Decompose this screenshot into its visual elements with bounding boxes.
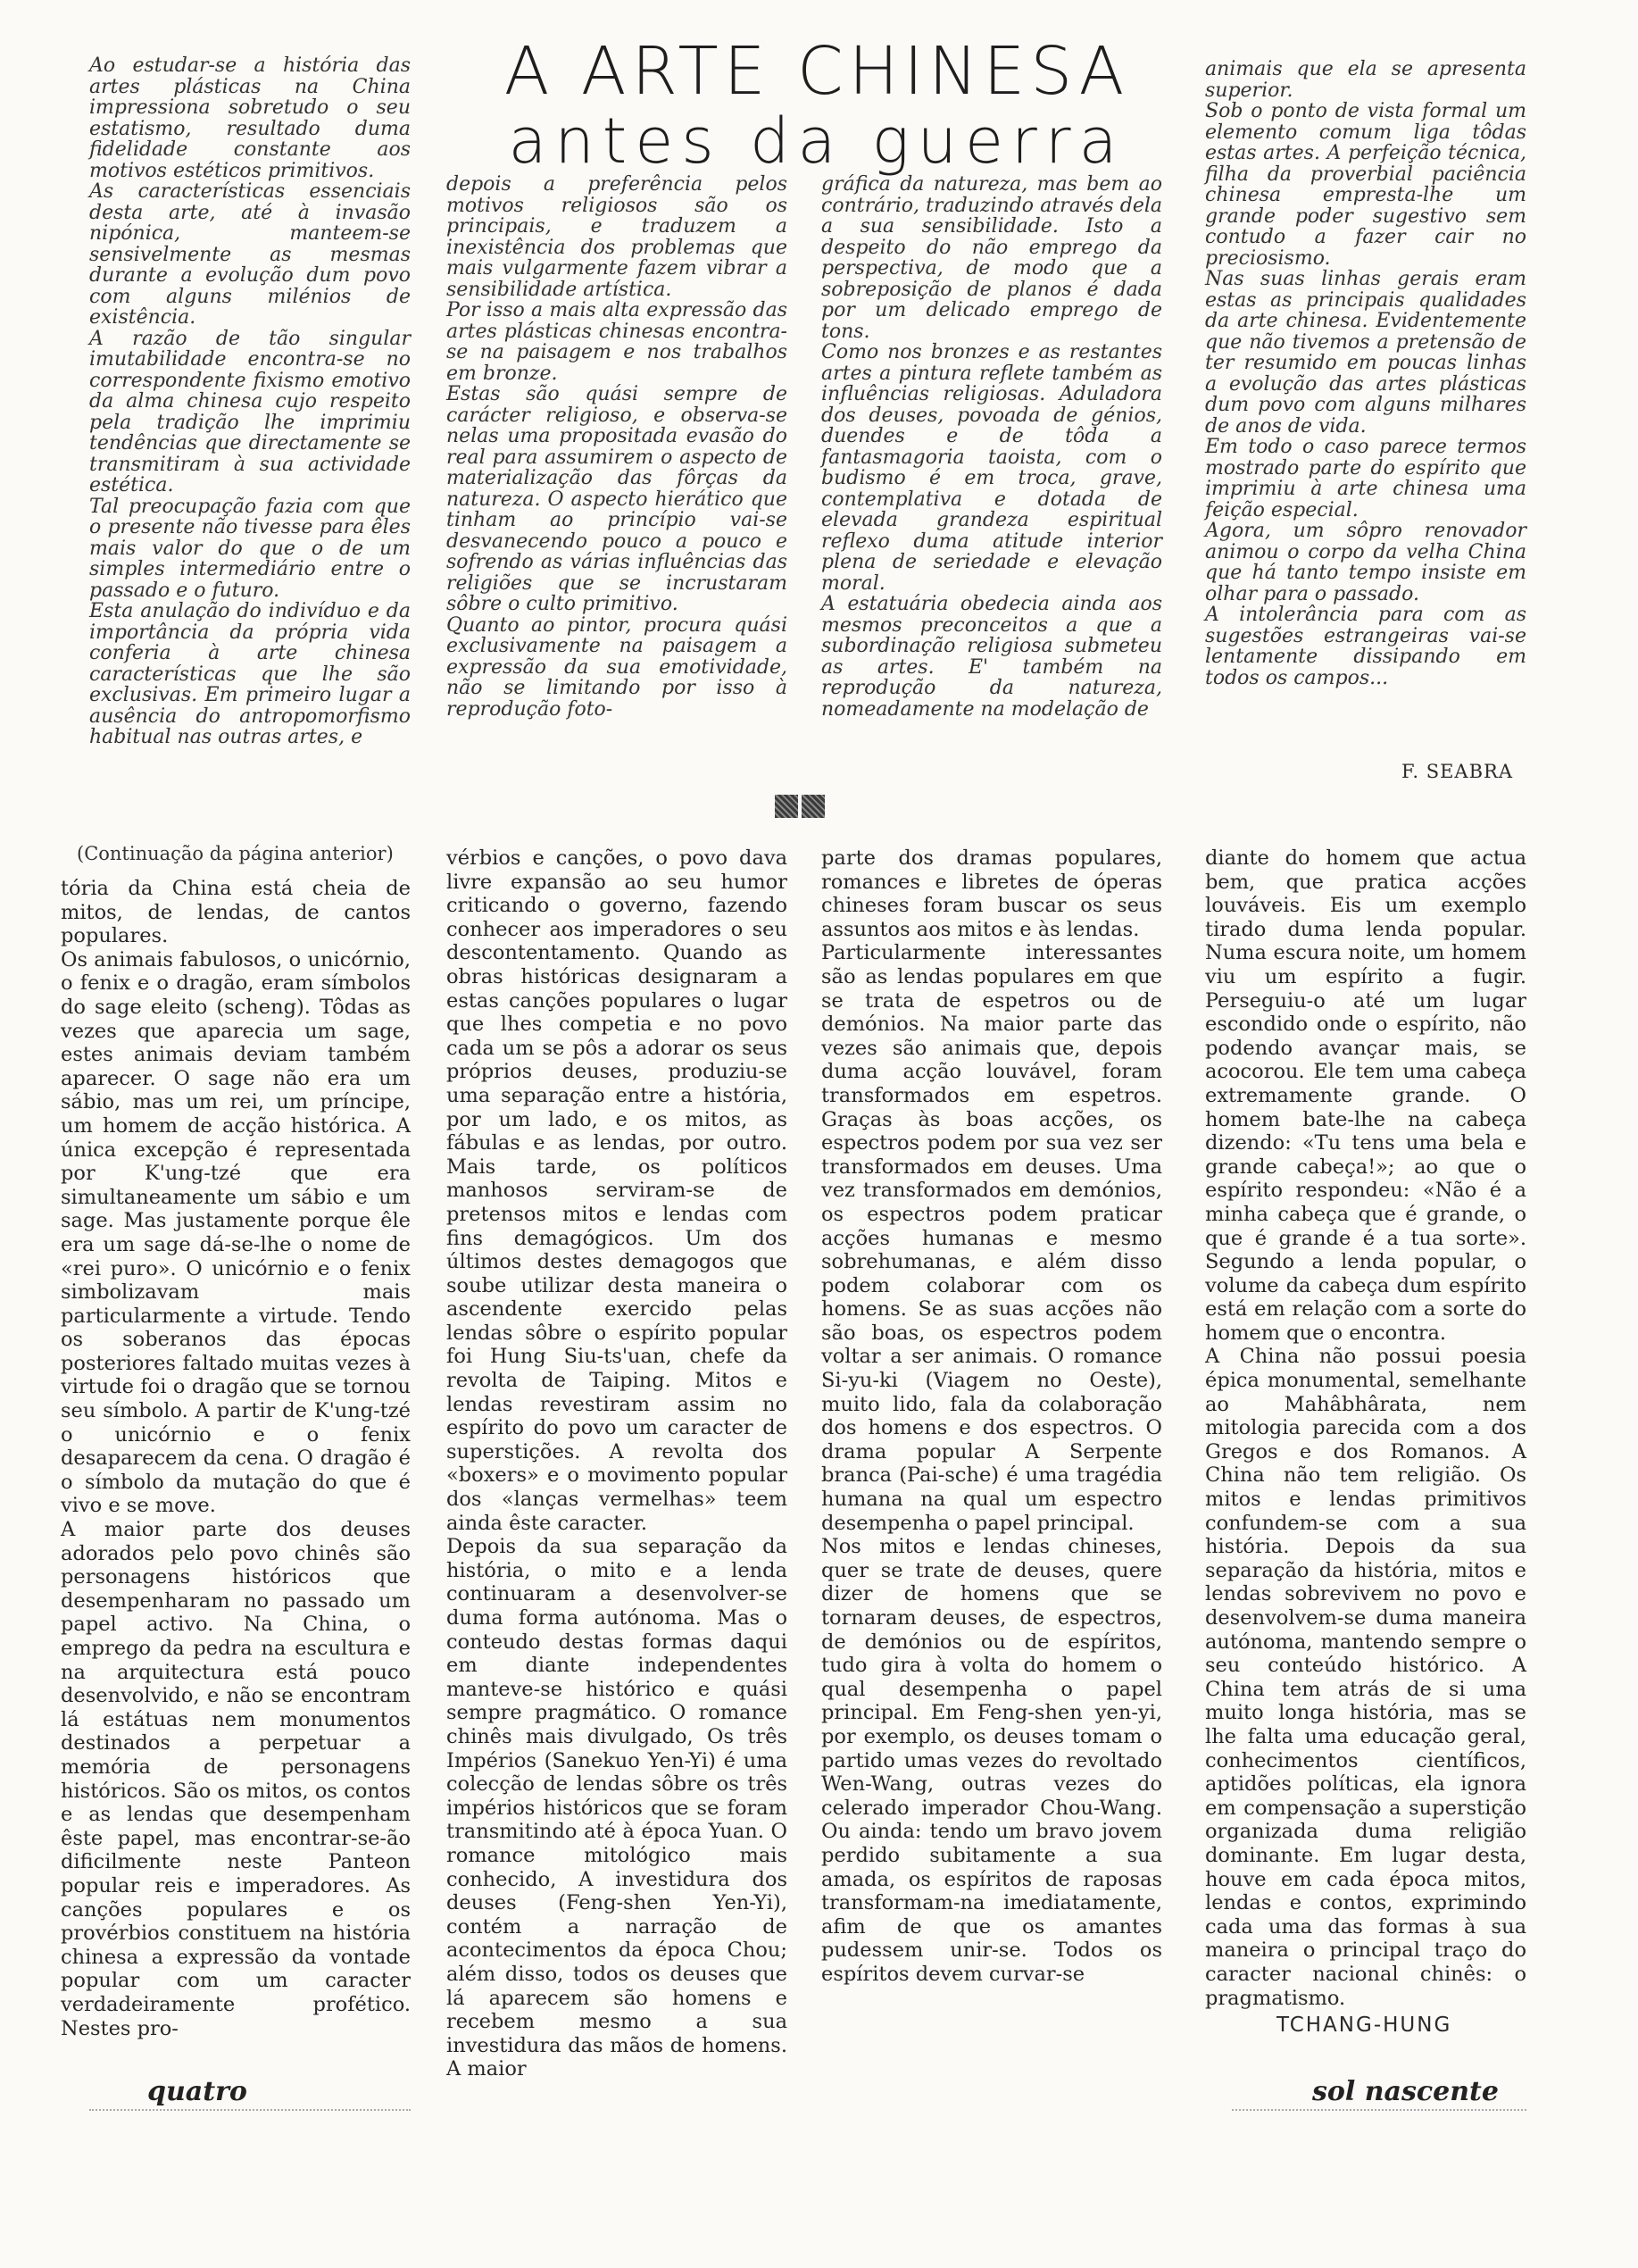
footer-rule-left [89, 2109, 411, 2111]
article-column-2: depois a preferência pelos motivos religiosos são os principais, e traduzem a inexistência dos problemas que mais vulgarmente fazem vibrar a sensibilidade artística. Por isso a mais alta expressão das artes plásticas chinesas encontra-se na paisagem e nos trabalhos em bronze. Estas são quási sempre de carácter religioso, e observa-se nelas uma propositada evasão do real para assumirem o aspecto de materialização das fôrças da natureza. O aspecto hierático que tinham ao princípio vai-se desvanecendo pouco a pouco e sofrendo as várias influências das religiões que se incrustaram sôbre o culto primitivo. Quanto ao pintor, procura quási exclusivamente na paisagem a expressão da sua emotividade, não se limitando por isso à reprodução foto- [446, 173, 787, 721]
ornament-divider [775, 795, 825, 818]
continuation-column-2: vérbios e canções, o povo dava livre expansão ao seu humor criticando o governo, fazendo conhecer aos imperadores o seu descontentamento. Quando as obras históricas designaram a estas canções populares o lugar que lhes competia e no povo cada um se pôs a adorar os seus próprios deuses, produziu-se uma separação entre a história, por um lado, e os mitos, as fábulas e as lendas, por outro. Mais tarde, os políticos manhosos serviram-se de pretensos mitos e lendas com fins demagógicos. Um dos últimos destes demagogos que soube utilizar desta maneira o ascendente exercido pelas lendas sôbre o espírito popular foi Hung Siu-ts'uan, chefe da revolta de Taiping. Mitos e lendas revestiram assim no espírito do povo um caracter de superstições. A revolta dos «boxers» e o movimento popular dos «lanças vermelhas» teem ainda êste caracter. Depois da sua separação da história, o mito e a lenda continuaram a desenvolver-se duma forma autónoma. Mas o conteudo destas formas daqui em diante independentes manteve-se histórico e quási sempre pragmático. O romance chinês mais divulgado, Os três Impérios (Sanekuo Yen-Yi) é uma colecção de lendas sôbre os três impérios históricos que se foram transmitindo até à época Yuan. O romance mitológico mais conhecido, A investidura dos deuses (Feng-shen Yen-Yi), contém a narração de acontecimentos da época Chou; além disso, todos os deuses que lá aparecem são homens e recebem mesmo a sua investidura das mãos de homens. A maior [446, 846, 787, 2081]
title-line-1: A ARTE CHINESA [503, 33, 1130, 110]
page-number-footer: quatro [147, 2076, 247, 2107]
continuation-column-4: diante do homem que actua bem, que pratica acções louváveis. Eis um exemplo tirado duma lenda popular. Numa escura noite, um homem viu um espírito a fugir. Perseguiu-o até um lugar escondido onde o espírito, não podendo avançar mais, se acocorou. Ele tem uma cabeça extremamente grande. O homem bate-lhe na cabeça dizendo: «Tu tens uma bela e grande cabeça!»; ao que o espírito respondeu: «Não é a minha cabeça que é grande, o que é grande é a tua sorte». Segundo a lenda popular, o volume da cabeça dum espírito está em relação com a sorte do homem que o encontra. A China não possui poesia épica monumental, semelhante ao Mahâbhârata, nem mitologia parecida com a dos Gregos e dos Romanos. A China não tem religião. Os mitos e lendas primitivos confundem-se com a sua história. Depois da sua separação da história, mitos e lendas sobrevivem no povo e desenvolvem-se duma maneira autónoma, mantendo sempre o seu conteúdo histórico. A China tem atrás de si uma muito longa história, mas se lhe falta uma educação geral, conhecimentos científicos, aptidões políticas, ela ignora em compensação a superstição organizada duma religião dominante. Em lugar desta, houve em cada época mitos, lendas e contos, exprimindo cada uma das formas à sua maneira o principal traço do caracter nacional chinês: o pragmatismo. [1205, 846, 1526, 2010]
continuation-column-1: tória da China está cheia de mitos, de lendas, de cantos populares. Os animais fabulosos, o unicórnio, o fenix e o dragão, eram símbolos do sage eleito (scheng). Tôdas as vezes que aparecia um sage, estes animais deviam também aparecer. O sage não era um sábio, mas um rei, um príncipe, um homem de acção histórica. A única excepção é representada por K'ung-tzé que era simultaneamente um sábio e um sage. Mas justamente porque êle era um sage dá-se-lhe o nome de «rei puro». O unicórnio e o fenix simbolizavam mais particularmente a virtude. Tendo os soberanos das épocas posteriores faltado muitas vezes à virtude foi o dragão que se tornou seu símbolo. A partir de K'ung-tzé o unicórnio e o fenix desaparecem da cena. O dragão é o símbolo da mutação do que é vivo e se move. A maior parte dos deuses adorados pelo povo chinês são personagens históricos que desempenharam no passado um papel activo. Na China, o emprego da pedra na escultura e na arquitectura está pouco desenvolvido, e não se encontram lá estátuas nem monumentos destinados a perpetuar a memória de personagens históricos. São os mitos, os contos e as lendas que desempenham êste papel, mas encontrar-se-ão dificilmente neste Panteon popular reis e imperadores. As canções populares e os provérbios constituem na história chinesa a expressão da vontade popular com um caracter verdadeiramente profético. Nestes pro- [61, 877, 411, 2040]
article-column-3: gráfica da natureza, mas bem ao contrário, traduzindo através dela a sua sensibilidade. Isto a despeito do não emprego da perspectiva, de modo que a sobreposição de planos é dada por um delicado emprego de tons. Como nos bronzes e as restantes artes a pintura reflete também as influências religiosas. Aduladora dos deuses, povoada de génios, duendes e de tôda a fantasmagoria taoista, com o budismo é em troca, grave, contemplativa e dotada de elevada grandeza espiritual reflexo duma atitude interior plena de seriedade e elevação moral. A estatuária obedecia ainda aos mesmos preconceitos a que a subordinação religiosa submeteu as artes. E' também na reprodução da natureza, nomeadamente na modelação de [821, 173, 1162, 721]
article-author: F. SEABRA [1401, 761, 1513, 782]
footer-rule-right [1232, 2109, 1526, 2111]
continuation-label: (Continuação da página anterior) [77, 843, 394, 864]
continuation-column-3: parte dos dramas populares, romances e libretes de óperas chineses foram buscar os seus assuntos aos mitos e às lendas. Particularmente interessantes são as lendas populares em que se trata de espetros ou de demónios. Na maior parte das vezes são animais que, depois duma acção louvável, foram transformados em espetros. Graças às boas acções, os espectros podem por sua vez ser transformados em deuses. Uma vez transformados em demónios, os espectros podem praticar acções humanas e mesmo sobrehumanas, e além disso podem colaborar com os homens. Se as suas acções não são boas, os espectros podem voltar a ser animais. O romance Si-yu-ki (Viagem no Oeste), muito lido, fala da colaboração dos homens e dos espectros. O drama popular A Serpente branca (Pai-sche) é uma tragédia humana na qual um espectro desempenha o papel principal. Nos mitos e lendas chineses, quer se trate de deuses, quere dizer de homens que se tornaram deuses, de espectros, de demónios ou de espíritos, tudo gira à volta do homem o qual desempenha o papel principal. Em Feng-shen yen-yi, por exemplo, os deuses tomam o partido umas vezes do revoltado Wen-Wang, outras vezes do celerado imperador Chou-Wang. Ou ainda: tendo um bravo jovem perdido subitamente a sua amada, os espíritos de raposas transformam-na imediatamente, afim de que os amantes pudessem unir-se. Todos os espíritos devem curvar-se [821, 846, 1162, 1986]
publication-footer: sol nascente [1312, 2076, 1499, 2107]
article-column-1: Ao estudar-se a história das artes plásticas na China impressiona sobretudo o seu estatismo, resultado duma fidelidade constante aos motivos estéticos primitivos. As características essenciais desta arte, até à invasão nipónica, manteem-se sensivelmente as mesmas durante a evolução dum povo com alguns milénios de existência. A razão de tão singular imutabilidade encontra-se no correspondente fixismo emotivo da alma chinesa cujo respeito pela tradição lhe imprimiu tendências que directamente se transmitiram à sua actividade estética. Tal preocupação fazia com que o presente não tivesse para êles mais valor do que o de um simples intermediário entre o passado e o futuro. Esta anulação do indivíduo e da importância da própria vida conferia à arte chinesa características que lhe são exclusivas. Em primeiro lugar a ausência do antropomorfismo habitual nas outras artes, e [89, 54, 411, 748]
article-title [446, 33, 1187, 178]
article-column-4: animais que ela se apresenta superior. Sob o ponto de vista formal um elemento comum liga tôdas estas artes. A perfeição técnica, filha da proverbial paciência chinesa empresta-lhe um grande poder sugestivo sem contudo a fazer cair no preciosismo. Nas suas linhas gerais eram estas as principais qualidades da arte chinesa. Evidentemente que não tivemos a pretensão de ter resumido em poucas linhas a evolução das artes plásticas dum povo com alguns milhares de anos de vida. Em todo o caso parece termos mostrado parte do espírito que imprimiu à arte chinesa uma feição especial. Agora, um sôpro renovador animou o corpo da velha China que há tanto tempo insiste em olhar para o passado. A intolerância para com as sugestões estrangeiras vai-se lentamente dissipando em todos os campos... [1205, 58, 1526, 689]
title-line-2: antes da guerra [508, 104, 1126, 178]
continuation-signature: TCHANG-HUNG [1276, 2014, 1452, 2037]
